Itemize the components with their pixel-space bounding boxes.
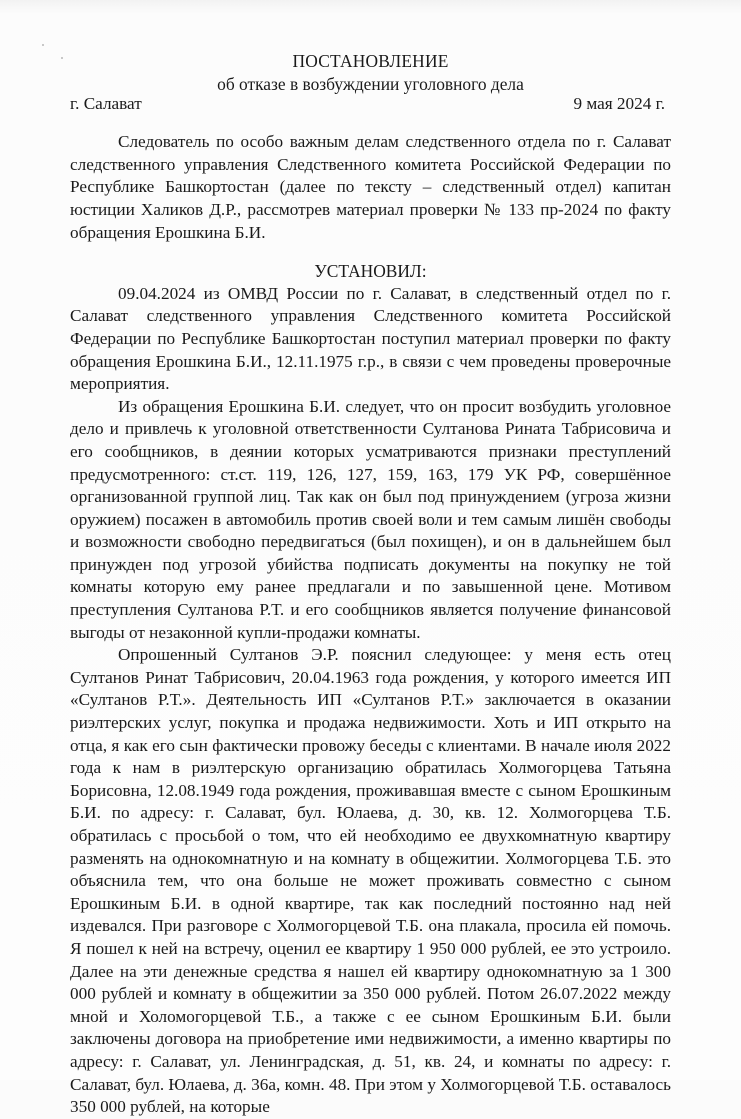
place-date-row	[70, 95, 671, 115]
document-subtitle: об отказе в возбуждении уголовного дела	[217, 73, 524, 94]
scan-speck	[61, 57, 63, 59]
body-paragraph: Опрошенный Султанов Э.Р. пояснил следующее: у меня есть отец Султанов Ринат Табрисович, 20.04.1963 года рождения, у которого имеется ИП «Султанов Р.Т.». Деятельность ИП «Султанов Р.Т.» заключается в оказании риэлтерских услуг, покупка и продажа недвижимости. Хоть и ИП открыто на отца, я как его сын фактически провожу беседы с клиентами. В начале июля 2022 года к нам в риэлтерскую организацию обратилась Холмогорцева Татьяна Борисовна, 12.08.1949 года рождения, проживавшая вместе с сыном Ерошкиным Б.И. по адресу: г. Салават, бул. Юлаева, д. 30, кв. 12. Холмогорцева Т.Б. обратилась с просьбой о том, что ей необходимо ее двухкомнатную квартиру разменять на однокомнатную и на комнату в общежитии. Холмогорцева Т.Б. это объяснила тем, что она больше не может проживать совместно с сыном Ерошкиным Б.И. в одной квартире, так как последний постоянно над ней издевался. При разговоре с Холмогорцевой Т.Б. она плакала, просила ей помочь. Я пошел к ней на встречу, оценил ее квартиру 1 950 000 рублей, ее это устроило. Далее на эти денежные средства я нашел ей квартиру однокомнатную за 1 300 000 рублей и комнату в общежитии за 350 000 рублей. Потом 26.07.2022 между мной и Холомогорцевой Т.Б., а также с ее сыном Ерошкиным Б.И. были заключены договора на приобретение ими недвижимости, а именно квартиры по адресу: г. Салават, ул. Ленинградская, д. 51, кв. 24, и комнаты по адресу: г. Салават, бул. Юлаева, д. 36а, комн. 48. При этом у Холмогорцевой Т.Б. оставалось 350 000 рублей, на которые	[70, 645, 671, 1117]
document-title: ПОСТАНОВЛЕНИЕ	[292, 51, 449, 71]
document-body	[70, 50, 671, 1119]
document-date: 9 мая 2024 г.	[573, 94, 665, 114]
intro-paragraph: Следователь по особо важным делам следственного отдела по г. Салават следственного управления Следственного комитета Российской Федерации по Республике Башкортостан (далее по тексту – следственный отдел) капитан юстиции Халиков Д.Р., рассмотрев материал проверки № 133 пр-2024 по факту обращения Ерошкина Б.И.	[70, 132, 671, 242]
document-city: г. Салават	[70, 94, 142, 114]
section-heading: УСТАНОВИЛ:	[314, 261, 427, 282]
scan-speck	[42, 44, 44, 46]
body-paragraph: 09.04.2024 из ОМВД России по г. Салават, в следственный отдел по г. Салават следственного управления Следственного комитета Российской Федерации по Республике Башкортостан поступил материал проверки по факту обращения Ерошкина Б.И., 12.11.1975 г.р., в связи с чем проведены проверочные мероприятия.	[70, 283, 671, 394]
body-paragraph: Из обращения Ерошкина Б.И. следует, что он просит возбудить уголовное дело и привлечь к уголовной ответственности Султанова Рината Табрисовича и его сообщников, в деянии которых усматриваются признаки преступлений предусмотренного: ст.ст. 119, 126, 127, 159, 163, 179 УК РФ, совершённое организованной группой лиц. Так как он был под принуждением (угроза жизни оружием) посажен в автомобиль против своей воли и тем самым лишён свободы и возможности свободно передвигаться (был похищен), и он в дальнейшем был принужден под угрозой убийства подписать документы на покупку не той комнаты которую ему ранее предлагали и по завышенной цене. Мотивом преступления Султанова Р.Т. и его сообщников является получение финансовой выгоды от незаконной купли-продажи комнаты.	[70, 396, 671, 642]
